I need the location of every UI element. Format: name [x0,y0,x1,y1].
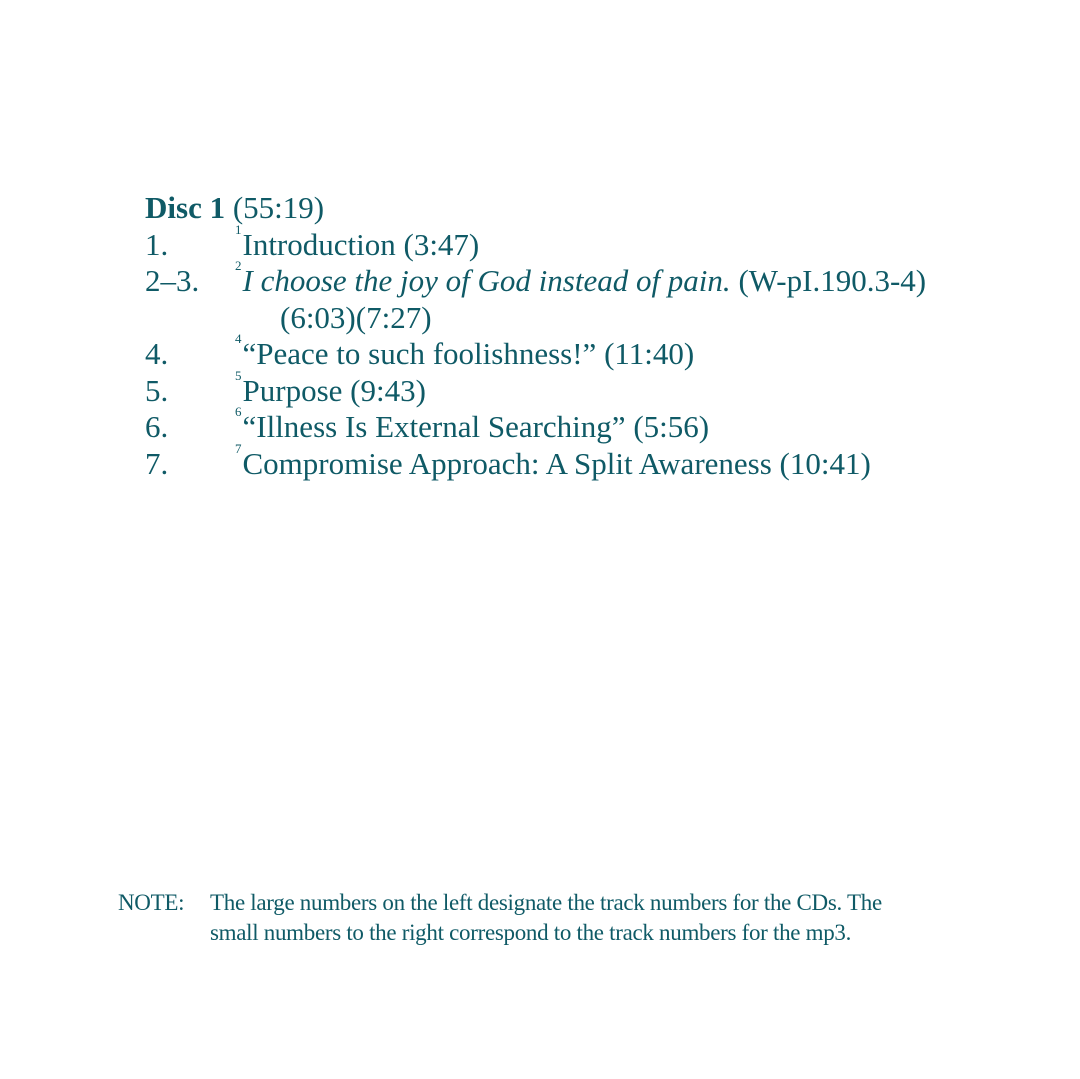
track-row-2-3 [145,258,1045,300]
track-entry [235,440,1045,483]
cd-track-number: 6. [145,409,169,444]
mp3-track-number: 5 [235,367,242,383]
track-entry [235,331,1045,373]
note-label: NOTE: [118,890,185,915]
track-title: I choose the joy of God instead of pain. [242,263,731,298]
track-row-4 [145,331,1045,373]
note-line-2: small numbers to the right correspond to the track numbers for the mp3. [210,920,852,945]
track-duration: (5:56) [625,409,710,444]
track-row-7 [145,440,1045,483]
footnote [118,888,1018,948]
track-list [145,190,1045,482]
track-row-2-3-continuation [145,300,1045,337]
track-row-5 [145,367,1045,410]
mp3-track-number: 1 [235,221,242,237]
track-row-1 [145,221,1045,264]
cd-track-number: 4. [145,336,169,371]
track-entry [235,404,1045,446]
mp3-track-number: 4 [235,331,242,346]
mp3-track-number: 6 [235,404,242,419]
cd-track-number: 5. [145,372,169,408]
track-title: Purpose [242,372,343,408]
track-entry [235,258,1045,300]
track-duration: (9:43) [342,372,426,408]
disc-label: Disc 1 [145,190,226,225]
cd-track-number: 7. [145,445,169,481]
track-duration: (11:40) [596,336,695,371]
track-duration: (6:03)(7:27) [280,299,432,335]
track-duration: (10:41) [771,445,871,481]
note-text [210,888,1018,948]
track-entry [235,221,1045,264]
track-title: Compromise Approach: A Split Awareness [242,445,772,481]
track-row-6 [145,404,1045,446]
track-reference: (W-pI.190.3-4) [730,263,927,298]
track-entry [235,367,1045,410]
track-title: “Peace to such foolishness!” [242,336,597,371]
track-duration: (3:47) [395,226,480,262]
mp3-track-number: 7 [235,440,242,456]
track-title: “Illness Is External Searching” [242,409,626,444]
cd-track-number: 1. [145,226,169,262]
mp3-track-number: 2 [235,258,242,273]
disc-duration: (55:19) [232,190,325,225]
track-title: Introduction [242,226,396,262]
disc-heading [145,190,1045,227]
cd-track-number: 2–3. [145,263,200,298]
note-line-1: The large numbers on the left designate the track numbers for the CDs. The [210,890,882,915]
